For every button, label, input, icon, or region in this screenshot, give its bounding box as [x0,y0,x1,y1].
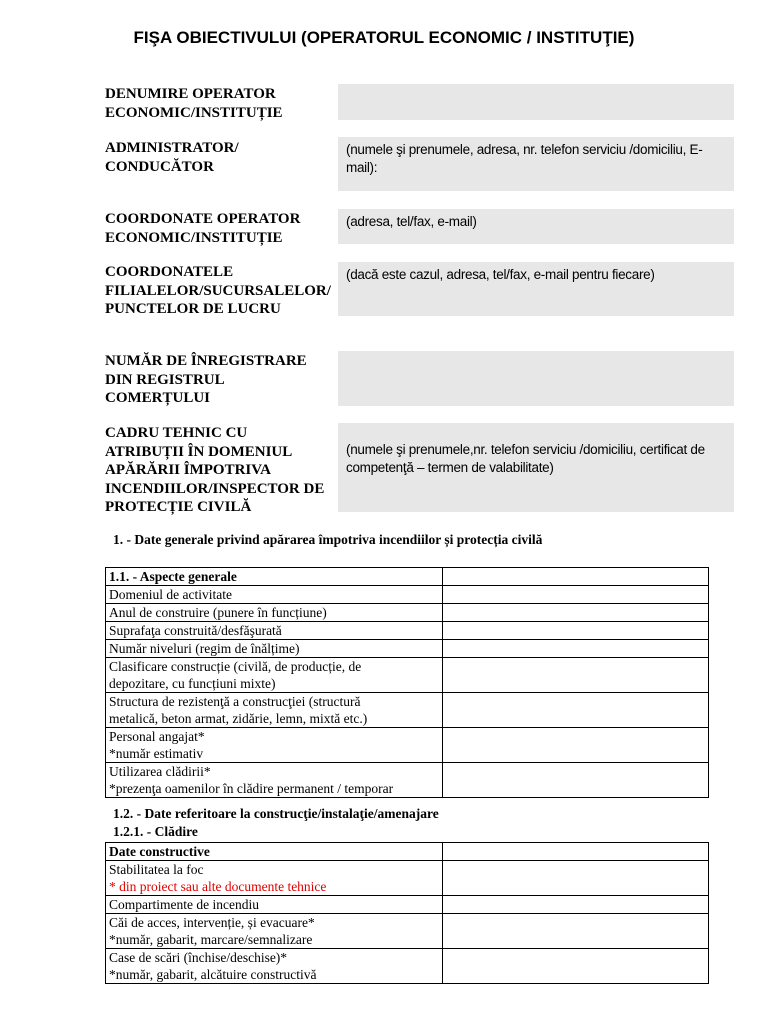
table-row [106,728,709,763]
table-value-cell[interactable] [443,843,709,861]
building-data-table [105,842,709,984]
table-label-cell [106,861,443,896]
label-line: ECONOMIC/INSTITUȚIE [105,104,283,121]
label-line: ATRIBUȚII ÎN DOMENIUL [105,443,293,460]
table-value-cell[interactable] [443,640,709,658]
label-line: CONDUCĂTOR [105,158,214,175]
cell-line: metalică, beton armat, zidărie, lemn, mixtă etc.) [109,711,368,726]
section-heading-1: 1. - Date generale privind apărarea împotriva incendiilor și protecția civilă [113,532,543,547]
cell-line: Structura de rezistenţă a construcţiei (structură [109,694,361,709]
table-label-cell [106,622,443,640]
cell-line: Căi de acces, intervenție, și evacuare* [109,915,315,930]
table-label-cell [106,949,443,984]
cell-line: *număr, gabarit, marcare/semnalizare [109,932,313,947]
cell-line: *prezenţa oamenilor în clădire permanent / temporar [109,781,394,796]
table-row [106,622,709,640]
administrator-field[interactable]: (numele şi prenumele, adresa, nr. telefon serviciu /domiciliu, E-mail): [338,137,734,191]
cell-line: Stabilitatea la foc [109,862,204,877]
table-label-cell [106,658,443,693]
cell-line: Utilizarea clădirii* [109,764,211,779]
table-label-cell [106,728,443,763]
registry-number-field[interactable] [338,351,734,406]
operator-coordinates-field[interactable]: (adresa, tel/fax, e-mail) [338,209,734,244]
field-label-administrator [105,139,337,176]
label-line: FILIALELOR/SUCURSALELOR/ [105,282,331,299]
page-title: FIŞA OBIECTIVULUI (OPERATORUL ECONOMIC / INSTITUŢIE) [133,28,635,47]
table-row [106,658,709,693]
field-label-operator-coordinates [105,210,337,247]
table-value-cell[interactable] [443,604,709,622]
field-label-branches [105,263,337,319]
table-label-cell [106,896,443,914]
cell-line: Case de scări (închise/deschise)* [109,950,288,965]
general-aspects-table [105,567,709,798]
label-line: COORDONATE OPERATOR [105,211,301,227]
table-header-row [106,568,709,586]
table-label-cell [106,640,443,658]
section-heading-1-2: 1.2. - Date referitoare la construcţie/instalaţie/amenajare [113,806,439,821]
table-value-cell[interactable] [443,693,709,728]
table-label-cell [106,586,443,604]
cell-note-red: * din proiect sau alte documente tehnice [109,879,327,894]
table-value-cell[interactable] [443,728,709,763]
technical-staff-field[interactable]: (numele şi prenumele,nr. telefon serviciu /domiciliu, certificat de competenţă – termen de valabilitate) [338,423,734,512]
table-value-cell[interactable] [443,914,709,949]
cell-line: Suprafaţa construită/desfăşurată [109,623,282,638]
table-header-row [106,843,709,861]
table-value-cell[interactable] [443,622,709,640]
table-label-cell [106,914,443,949]
table-label-cell [106,604,443,622]
cell-line: depozitare, cu funcțiuni mixte) [109,676,276,691]
table-row [106,640,709,658]
table-value-cell[interactable] [443,568,709,586]
branches-field[interactable]: (dacă este cazul, adresa, tel/fax, e-mail pentru fiecare) [338,262,734,316]
label-line: CADRU TEHNIC CU [105,425,248,441]
label-line: PROTECȚIE CIVILĂ [105,499,252,515]
label-line: NUMĂR DE ÎNREGISTRARE [105,353,307,369]
table-label-cell [106,763,443,798]
cell-line: Personal angajat* [109,729,205,744]
label-line: DIN REGISTRUL [105,371,225,388]
table-row [106,896,709,914]
label-line: COMERȚULUI [105,390,211,406]
label-line: PUNCTELOR DE LUCRU [105,301,281,317]
field-label-operator-name [105,85,337,122]
table-row [106,586,709,604]
table-row [106,861,709,896]
field-label-technical-staff [105,424,337,517]
cell-line: Compartimente de incendiu [109,897,259,912]
label-line: ECONOMIC/INSTITUȚIE [105,229,283,246]
cell-line: *număr estimativ [109,746,204,761]
table-row [106,949,709,984]
table-value-cell[interactable] [443,586,709,604]
table-row [106,604,709,622]
table-row [106,763,709,798]
operator-name-field[interactable] [338,84,734,120]
table-value-cell[interactable] [443,658,709,693]
label-line: INCENDIILOR/INSPECTOR DE [105,480,325,497]
cell-line: Clasificare construcție (civilă, de producție, de [109,659,362,674]
table-value-cell[interactable] [443,949,709,984]
table-label-cell [106,693,443,728]
section-heading-1-2-1: 1.2.1. - Clădire [113,824,198,839]
cell-line: Anul de construire (punere în funcțiune) [109,605,327,620]
cell-line: *număr, gabarit, alcătuire constructivă [109,967,317,982]
cell-line: Domeniul de activitate [109,587,232,602]
cell-line: Număr niveluri (regim de înălțime) [109,641,300,656]
table-header-cell: Date constructive [106,843,443,861]
field-label-registry-number [105,352,337,408]
table-value-cell[interactable] [443,896,709,914]
label-line: DENUMIRE OPERATOR [105,86,276,102]
table-row [106,693,709,728]
table-row [106,914,709,949]
table-value-cell[interactable] [443,763,709,798]
label-line: ADMINISTRATOR/ [105,140,239,156]
table-value-cell[interactable] [443,861,709,896]
label-line: APĂRĂRII ÎMPOTRIVA [105,462,271,478]
table-header-cell: 1.1. - Aspecte generale [106,568,443,586]
label-line: COORDONATELE [105,264,234,280]
